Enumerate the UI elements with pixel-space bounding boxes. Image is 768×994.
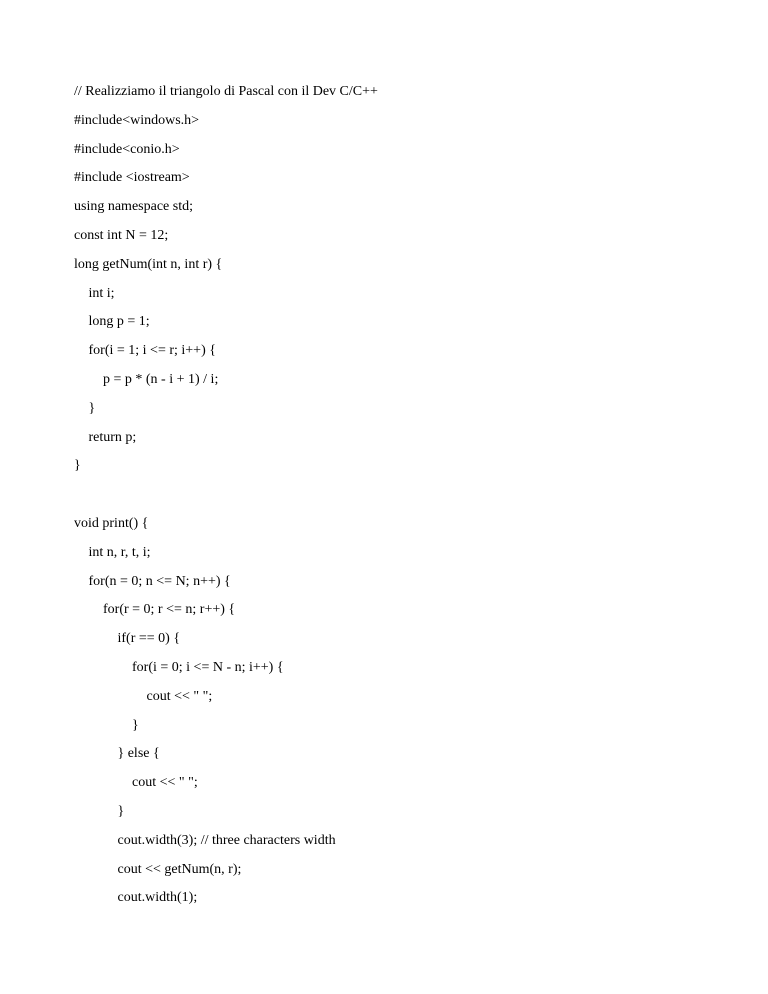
- code-line: cout.width(3); // three characters width: [117, 832, 336, 848]
- code-line: #include<conio.h>: [74, 141, 180, 157]
- code-line: const int N = 12;: [74, 228, 169, 243]
- code-line: } else {: [117, 746, 160, 762]
- code-line: }: [132, 717, 139, 733]
- code-line: long p = 1;: [88, 314, 150, 330]
- code-line: }: [88, 400, 96, 416]
- code-line: // Realizziamo il triangolo di Pascal con il Dev C/C++: [74, 84, 378, 99]
- code-line: }: [74, 458, 81, 474]
- code-line: #include<windows.h>: [74, 112, 200, 128]
- code-line: return p;: [88, 429, 137, 445]
- code-line: for(i = 1; i <= r; i++) {: [88, 343, 216, 359]
- code-line: int i;: [88, 285, 115, 301]
- code-line: long getNum(int n, int r) {: [74, 256, 223, 272]
- code-line: int n, r, t, i;: [88, 544, 151, 560]
- code-line: cout << " ";: [146, 688, 213, 704]
- code-line: cout << " ";: [132, 775, 198, 791]
- code-line: }: [117, 804, 125, 819]
- code-line: p = p * (n - i + 1) / i;: [103, 372, 219, 387]
- code-line: #include <iostream>: [74, 170, 190, 186]
- code-line: if(r == 0) {: [117, 631, 181, 647]
- code-line: using namespace std;: [74, 199, 193, 215]
- code-line: for(n = 0; n <= N; n++) {: [88, 573, 231, 589]
- code-line: cout << getNum(n, r);: [117, 861, 242, 877]
- code-line: void print() {: [74, 516, 149, 531]
- code-line: for(r = 0; r <= n; r++) {: [103, 602, 236, 618]
- code-line: for(i = 0; i <= N - n; i++) {: [132, 660, 284, 675]
- code-line: cout.width(1);: [117, 890, 198, 906]
